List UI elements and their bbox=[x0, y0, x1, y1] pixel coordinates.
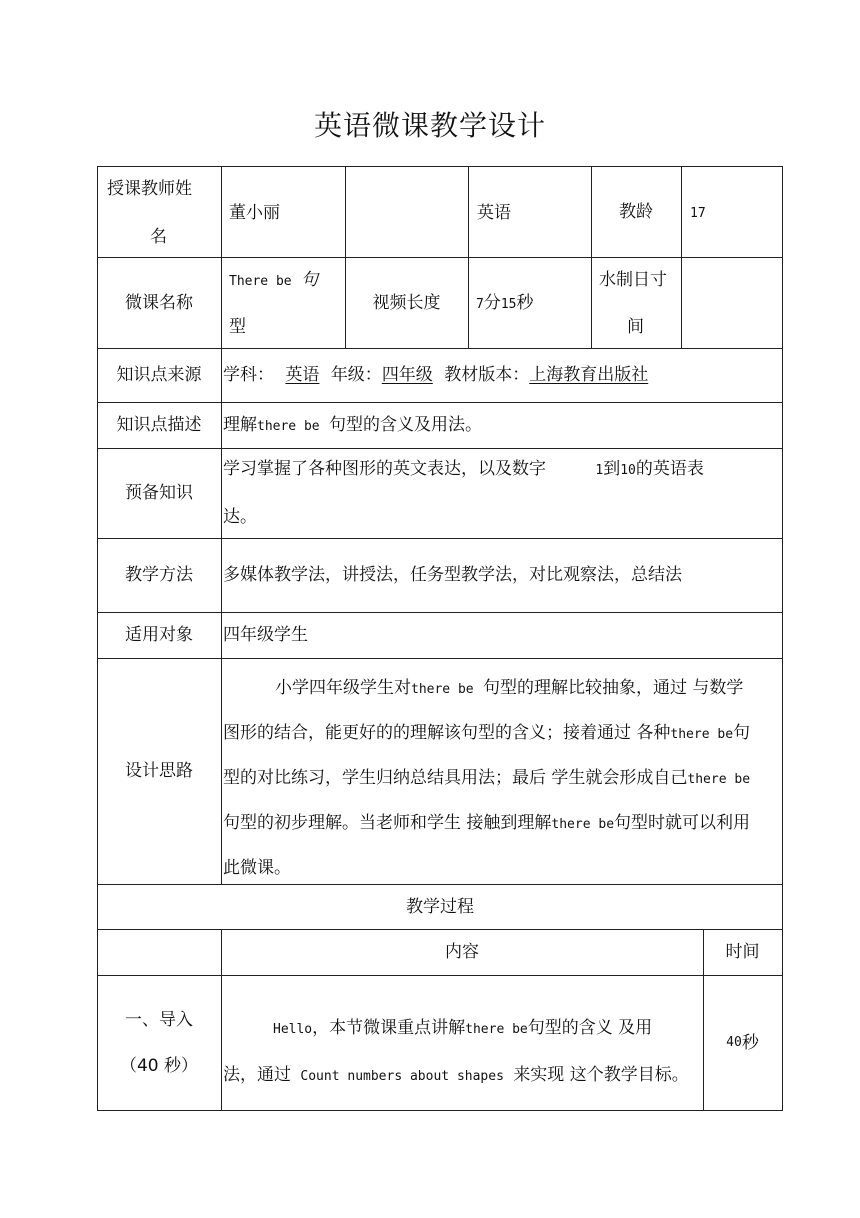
mono-text: there be bbox=[551, 817, 615, 832]
teaching-method-value bbox=[221, 538, 782, 612]
knowledge-source-value bbox=[221, 348, 782, 402]
time-column-header: 时间 bbox=[725, 942, 760, 962]
grade-value: 四年级 bbox=[381, 365, 433, 385]
prior-knowledge-label: 预备知识 bbox=[125, 483, 193, 503]
source-line bbox=[223, 364, 648, 386]
content-line bbox=[223, 1064, 689, 1088]
teacher-name-label bbox=[97, 166, 221, 257]
text: 型的对比练习，学生归纳总结具用法；最后 学生就会形成自己 bbox=[223, 768, 688, 788]
mono-text: Hello bbox=[273, 1022, 313, 1037]
number-text: 10 bbox=[620, 463, 636, 478]
text: 理解 bbox=[223, 415, 257, 435]
lesson-design-table bbox=[97, 166, 783, 1111]
label-line: 名 bbox=[150, 227, 167, 247]
prior-knowledge-value bbox=[221, 448, 782, 538]
production-date-value bbox=[681, 257, 782, 348]
subject-cell bbox=[468, 166, 591, 257]
edition-label: 教材版本： bbox=[444, 365, 530, 385]
unit-text: 秒 bbox=[516, 293, 534, 313]
text: 法，通过 bbox=[223, 1065, 291, 1085]
prior-line-2: 达。 bbox=[223, 507, 257, 527]
step-title: 一、导入 bbox=[125, 1010, 193, 1030]
unit-text: 秒 bbox=[741, 1032, 759, 1053]
teaching-process-title: 教学过程 bbox=[406, 896, 474, 917]
edition-value: 上海教育出版社 bbox=[529, 365, 649, 385]
unit-text: 分 bbox=[483, 293, 501, 313]
text: 句型的初步理解。当老师和学生 接触到理解 bbox=[223, 813, 552, 833]
grade-label: 年级： bbox=[330, 365, 382, 385]
value-text bbox=[476, 292, 533, 316]
teaching-age-label: 教龄 bbox=[619, 201, 653, 222]
text: 句型的理解比较抽象，通过 与数学 bbox=[483, 678, 744, 698]
teacher-name-value bbox=[221, 166, 345, 257]
design-idea-value bbox=[221, 658, 782, 884]
production-date-label bbox=[591, 257, 681, 348]
value-text: 句 bbox=[301, 270, 319, 290]
number-text: 40 bbox=[726, 1034, 742, 1050]
design-idea-label: 设计思路 bbox=[125, 761, 193, 781]
step-header-empty bbox=[97, 929, 221, 975]
mono-text: there be bbox=[670, 727, 734, 742]
video-length-label: 视频长度 bbox=[372, 292, 441, 313]
text: ，本节微课重点讲解 bbox=[312, 1018, 466, 1038]
knowledge-description-label: 知识点描述 bbox=[116, 415, 202, 435]
target-audience-label: 适用对象 bbox=[125, 625, 193, 645]
paragraph-line bbox=[223, 801, 750, 847]
course-name-value bbox=[221, 257, 345, 348]
paragraph-line bbox=[275, 666, 743, 712]
label-line: 授课教师姓 bbox=[107, 179, 192, 199]
paragraph-line bbox=[223, 756, 750, 802]
mono-text: there be bbox=[687, 772, 751, 787]
teaching-age-value bbox=[681, 166, 782, 257]
subject-label: 学科： bbox=[223, 365, 274, 385]
step-intro-label bbox=[97, 975, 221, 1110]
mono-text: Count numbers about shapes bbox=[300, 1069, 504, 1084]
knowledge-description-value bbox=[221, 402, 782, 448]
number-text: 1 bbox=[595, 463, 604, 478]
value-line bbox=[229, 269, 318, 293]
label-line: 水制日寸 bbox=[599, 270, 667, 290]
subject-value: 英语 bbox=[285, 365, 320, 385]
step-duration: （40 秒） bbox=[119, 1056, 199, 1076]
knowledge-source-label: 知识点来源 bbox=[116, 365, 202, 385]
value-text: 董小丽 bbox=[229, 203, 280, 223]
text: 学习掌握了各种图形的英文表达，以及数字 bbox=[223, 459, 546, 479]
mono-text: there be bbox=[411, 682, 474, 697]
text: 四年级学生 bbox=[223, 625, 308, 645]
value-text: 17 bbox=[690, 206, 706, 221]
mono-text: there be bbox=[465, 1022, 528, 1037]
paragraph-line bbox=[223, 711, 750, 757]
paragraph-line: 此微课。 bbox=[223, 858, 291, 878]
text: 来实现 这个教学目标。 bbox=[513, 1065, 689, 1085]
text: 小学四年级学生对 bbox=[275, 678, 411, 698]
teaching-method-label: 教学方法 bbox=[125, 565, 193, 585]
text: 句型的含义 及用 bbox=[527, 1018, 653, 1038]
text: 句 bbox=[733, 723, 751, 743]
video-length-value bbox=[468, 257, 591, 348]
step-intro-time bbox=[703, 975, 782, 1110]
table-border-bottom bbox=[97, 1110, 783, 1111]
text: 到 bbox=[603, 459, 621, 479]
content-column-header: 内容 bbox=[445, 942, 479, 962]
value-text: 英语 bbox=[477, 203, 511, 223]
mono-text: There be bbox=[229, 274, 292, 289]
text: 句型时就可以利用 bbox=[614, 813, 751, 833]
target-audience-value bbox=[221, 612, 782, 658]
text: 图形的结合，能更好的的理解该句型的含义；接着通过 各种 bbox=[223, 723, 671, 743]
text: 的英语表 bbox=[635, 459, 704, 479]
table-border-right bbox=[782, 166, 783, 1111]
label-line: 间 bbox=[627, 317, 644, 337]
number-text: 15 bbox=[500, 297, 517, 312]
page-title: 英语微课教学设计 bbox=[313, 109, 546, 142]
description-line bbox=[223, 414, 482, 438]
empty-cell bbox=[345, 166, 468, 257]
content-line bbox=[273, 1017, 652, 1041]
text: 句型的含义及用法。 bbox=[329, 415, 483, 435]
mono-text: there be bbox=[257, 419, 320, 434]
value-line: 型 bbox=[229, 317, 246, 337]
prior-line-1 bbox=[223, 458, 704, 482]
text: 多媒体教学法，讲授法，任务型教学法，对比观察法，总结法 bbox=[223, 565, 682, 585]
step-intro-content bbox=[221, 975, 703, 1110]
course-name-label: 微课名称 bbox=[125, 292, 193, 313]
number-text: 7 bbox=[476, 297, 484, 312]
